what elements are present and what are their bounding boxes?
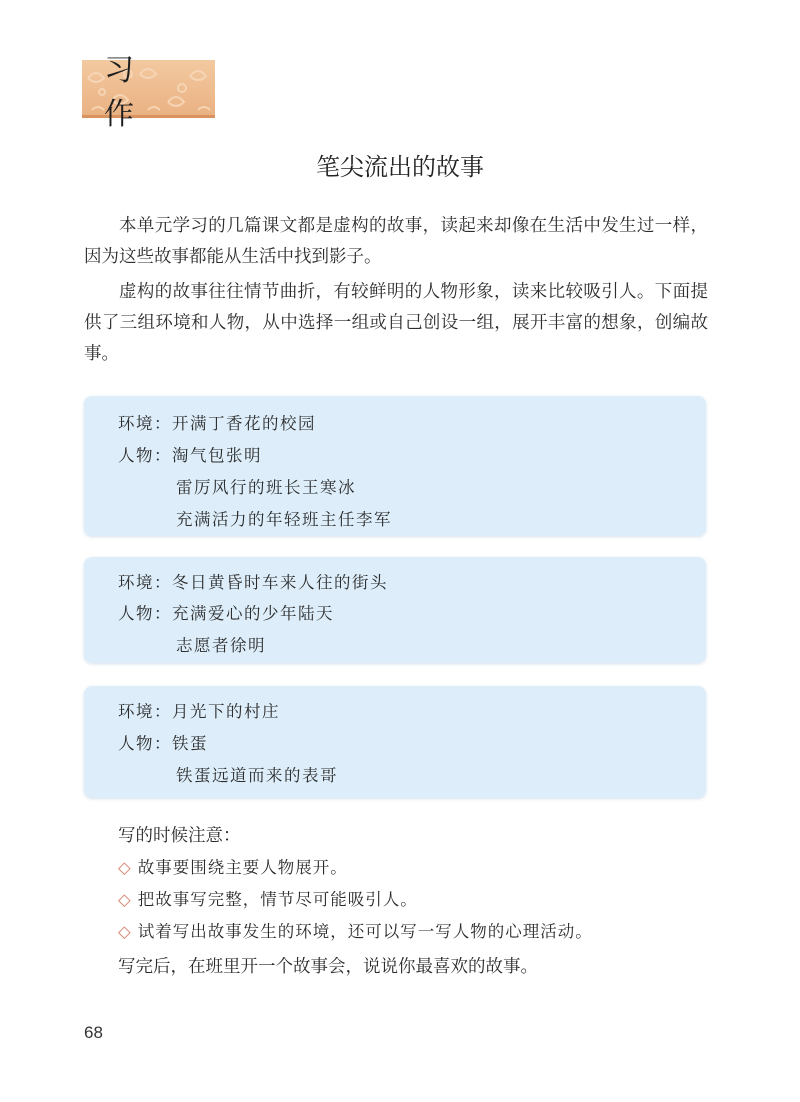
diamond-bullet-icon: ◇ (118, 890, 132, 909)
scenario-character-extra: 志愿者徐明 (176, 636, 266, 655)
notes-heading: 写的时候注意： (118, 826, 241, 846)
diamond-bullet-icon: ◇ (118, 858, 132, 877)
scenario-characters: 人物：充满爱心的少年陆天 (118, 604, 334, 623)
note-text: 把故事写完整，情节尽可能吸引人。 (137, 890, 418, 909)
scenario-character-extra: 雷厉风行的班长王寒冰 (176, 478, 356, 497)
closing-paragraph: 写完后，在班里开一个故事会，说说你最喜欢的故事。 (118, 957, 538, 977)
intro-paragraph-2: 虚构的故事往往情节曲折，有较鲜明的人物形象，读来比较吸引人。下面提供了三组环境和人物，从中选择一组或自己创设一组，展开丰富的想象，创编故事。 (84, 282, 708, 364)
page-title: 笔尖流出的故事 (316, 153, 484, 181)
scenario-environment: 环境：月光下的村庄 (118, 702, 280, 721)
note-item (118, 886, 418, 910)
page-number: 68 (84, 1023, 103, 1042)
diamond-bullet-icon: ◇ (118, 922, 132, 941)
scenario-characters: 人物：铁蛋 (118, 734, 208, 753)
scenario-box-1 (84, 396, 706, 536)
banner-title: 习作 (104, 53, 160, 132)
intro-paragraph-1: 本单元学习的几篇课文都是虚构的故事，读起来却像在生活中发生过一样，因为这些故事都能从生活中找到影子。 (84, 216, 708, 267)
scenario-characters: 人物：淘气包张明 (118, 446, 262, 465)
scenario-box-3 (84, 686, 706, 798)
note-item (118, 918, 593, 942)
note-text: 故事要围绕主要人物展开。 (137, 858, 348, 877)
scenario-environment: 环境：开满丁香花的校园 (118, 414, 316, 433)
scenario-character-extra: 充满活力的年轻班主任李军 (176, 510, 392, 529)
note-text: 试着写出故事发生的环境，还可以写一写人物的心理活动。 (137, 922, 593, 941)
scenario-character-extra: 铁蛋远道而来的表哥 (176, 766, 338, 785)
scenario-environment: 环境：冬日黄昏时车来人往的街头 (118, 573, 388, 592)
scenario-box-2 (84, 557, 706, 663)
note-item (118, 854, 348, 878)
section-banner (82, 53, 215, 132)
